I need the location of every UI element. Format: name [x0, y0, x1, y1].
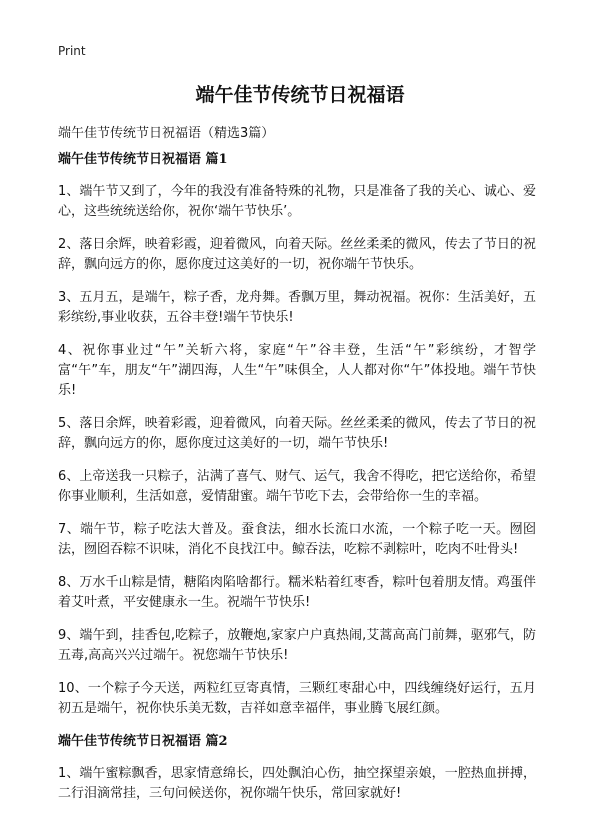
section-1: [58, 150, 536, 719]
section-heading: 端午佳节传统节日祝福语 篇2: [58, 734, 228, 749]
page-subtitle: 端午佳节传统节日祝福语（精选3篇）: [58, 126, 275, 141]
paragraph: 10、一个粽子今天送，两粒红豆寄真情，三颗红枣甜心中，四线缠绕好运行，五月初五是端午，祝你快乐美无数，吉祥如意幸福伴，事业腾飞展红颜。: [58, 681, 536, 716]
paragraph: 1、端午蜜粽飘香，思家情意绵长，四处飘泊心伤，抽空探望亲娘，一腔热血拼搏，二行泪滴常挂，三句问候送你，祝你端午快乐，常回家就好!: [58, 766, 536, 801]
paragraph: 2、落日余辉，映着彩霞，迎着微风，向着天际。丝丝柔柔的微风，传去了节日的祝辞，飘向远方的你，愿你度过这美好的一切，祝你端午节快乐。: [58, 237, 536, 272]
paragraph: 8、万水千山粽是情，糖陷肉陷啥都行。糯米粘着红枣香，粽叶包着朋友情。鸡蛋伴着艾叶煮，平安健康永一生。祝端午节快乐!: [58, 575, 536, 610]
paragraph: 7、端午节，粽子吃法大普及。蚕食法，细水长流口水流，一个粽子吃一天。囫囵法，囫囵吞粽不识味，消化不良找江中。鲸吞法，吃粽不剥粽叶，吃肉不吐骨头!: [58, 522, 536, 557]
page-title: 端午佳节传统节日祝福语: [195, 84, 405, 106]
section-heading: 端午佳节传统节日祝福语 篇1: [58, 152, 228, 167]
paragraph: 5、落日余辉，映着彩霞，迎着微风，向着天际。丝丝柔柔的微风，传去了节日的祝辞，飘向远方的你，愿你度过这美好的一切，端午节快乐!: [58, 416, 536, 451]
section-2: [58, 732, 536, 804]
paragraph: 4、祝你事业过“午”关斩六将，家庭“午”谷丰登，生活“午”彩缤纷，才智学富“午”车，朋友“午”湖四海，人生“午”味俱全，人人都对你“午”体投地。端午节快乐!: [58, 343, 536, 398]
print-link[interactable]: Print: [58, 44, 86, 58]
paragraph: 1、端午节又到了，今年的我没有准备特殊的礼物，只是准备了我的关心、诚心、爱心，这些统统送给你，祝你‘端午节快乐’。: [58, 184, 536, 219]
document-content: [58, 150, 536, 817]
paragraph: 9、端午到，挂香包,吃粽子，放鞭炮,家家户户真热闹,艾蒿高高门前舞，驱邪气，防五毒,高高兴兴过端午。祝您端午节快乐!: [58, 628, 536, 663]
paragraph: 3、五月五，是端午，粽子香，龙舟舞。香飘万里，舞动祝福。祝你：生活美好，五彩缤纷,事业收获，五谷丰登!端午节快乐!: [58, 290, 536, 325]
paragraph: 6、上帝送我一只粽子，沾满了喜气、财气、运气，我舍不得吃，把它送给你，希望你事业顺利，生活如意，爱情甜蜜。端午节吃下去，会带给你一生的幸福。: [58, 469, 536, 504]
